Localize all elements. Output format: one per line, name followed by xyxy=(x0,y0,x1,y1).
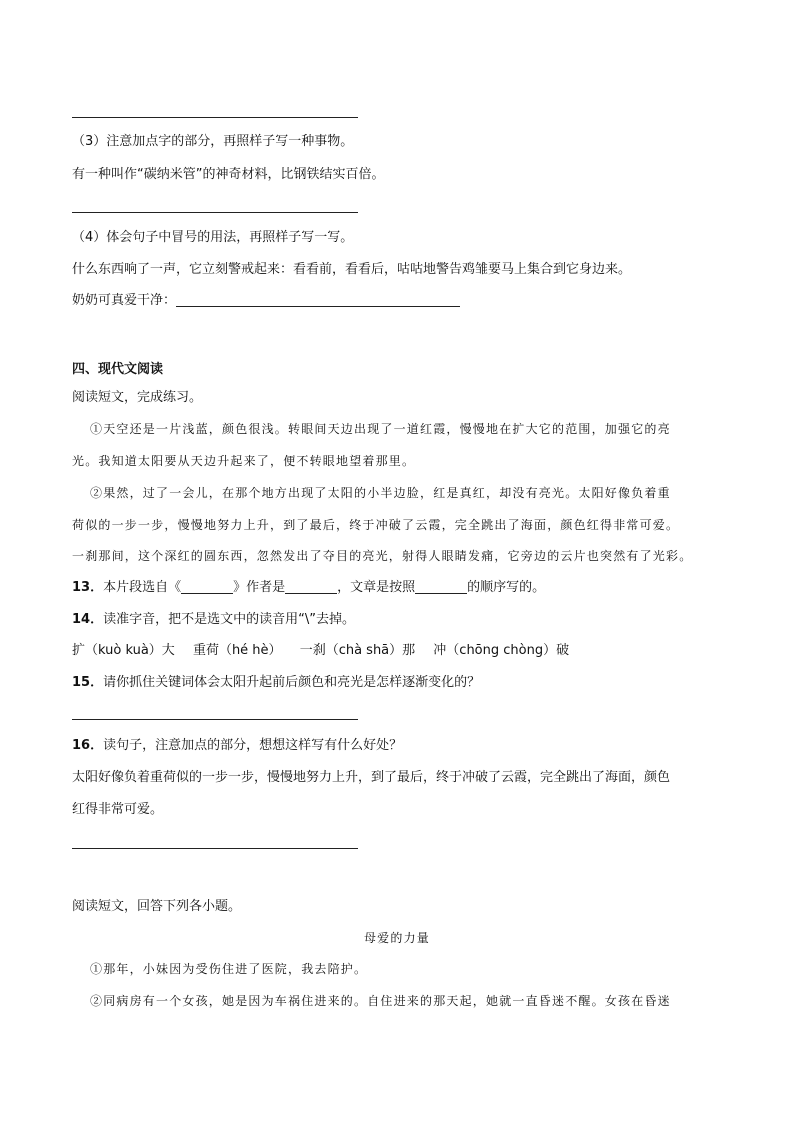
q4-fill-prefix: 奶奶可真爱干净： xyxy=(72,293,177,308)
answer-line-q2[interactable] xyxy=(72,117,358,118)
q16-quote-line2: 红得非常可爱。 xyxy=(72,802,164,817)
question-15 xyxy=(72,674,480,692)
pinyin-item-3[interactable]: 一刹（chà shā）那 xyxy=(299,643,416,658)
question-13 xyxy=(72,579,545,597)
passage2-para2: ②同病房有一个女孩，她是因为车祸住进来的。自住进来的那天起，她就一直昏迷不醒。女孩在昏迷 xyxy=(90,994,671,1008)
passage-para1-line2: 光。我知道太阳要从天边升起来了，便不转眼地望着那里。 xyxy=(72,454,416,468)
q15-number: 15． xyxy=(72,675,104,690)
passage2-instruction: 阅读短文，回答下列各小题。 xyxy=(72,899,242,914)
pinyin-item-2[interactable]: 重荷（hé hè） xyxy=(192,643,282,658)
q13-text-4: 的顺序写的。 xyxy=(467,580,546,595)
passage2-para1: ①那年，小妹因为受伤住进了医院，我去陪护。 xyxy=(90,962,368,976)
passage-para2-line1: ②果然，过了一会儿，在那个地方出现了太阳的小半边脸，红是真红，却没有亮光。太阳好像负着重 xyxy=(90,486,671,500)
q4-fill xyxy=(72,292,460,310)
question-16 xyxy=(72,737,402,755)
answer-blank-q13-author[interactable] xyxy=(285,579,337,594)
q3-example: 有一种叫作“碳纳米管”的神奇材料，比钢铁结实百倍。 xyxy=(72,167,385,182)
question-14 xyxy=(72,611,355,629)
q4-example: 什么东西响了一声，它立刻警戒起来：看看前，看看后，咕咕地警告鸡雏要马上集合到它身边来。 xyxy=(72,262,632,277)
q16-text: 读句子，注意加点的部分，想想这样写有什么好处？ xyxy=(103,738,403,753)
q13-text-2: 》作者是 xyxy=(233,580,286,595)
pinyin-item-1[interactable]: 扩（kuò kuà）大 xyxy=(72,643,175,658)
q4-prompt: （4）体会句子中冒号的用法，再照样子写一写。 xyxy=(72,230,354,245)
q15-text: 请你抓住关键词体会太阳升起前后颜色和亮光是怎样逐渐变化的？ xyxy=(103,675,481,690)
answer-line-q3[interactable] xyxy=(72,212,358,213)
section-instruction: 阅读短文，完成练习。 xyxy=(72,390,203,405)
section-heading: 四、现代文阅读 xyxy=(72,362,164,377)
answer-blank-q13-source[interactable] xyxy=(181,579,233,594)
q14-text: 读准字音，把不是选文中的读音用“\”去掉。 xyxy=(103,612,355,627)
q13-number: 13． xyxy=(72,580,104,595)
q13-text-3: ，文章是按照 xyxy=(337,580,416,595)
q13-text-1: 本片段选自《 xyxy=(103,580,182,595)
answer-line-q15[interactable] xyxy=(72,719,358,720)
q16-number: 16． xyxy=(72,738,104,753)
passage-para1-line1: ①天空还是一片浅蓝，颜色很浅。转眼间天边出现了一道红霞，慢慢地在扩大它的范围，加强它的亮 xyxy=(90,422,671,436)
answer-blank-q4[interactable] xyxy=(176,292,460,307)
passage2-title: 母爱的力量 xyxy=(363,931,430,945)
passage-para2-line2: 荷似的一步一步，慢慢地努力上升，到了最后，终于冲破了云霞，完全跳出了海面，颜色红得非常可爱。 xyxy=(72,518,680,532)
answer-line-q16[interactable] xyxy=(72,848,358,849)
q3-prompt: （3）注意加点字的部分，再照样子写一种事物。 xyxy=(72,134,354,149)
q14-pinyin-row xyxy=(72,642,569,660)
pinyin-item-4[interactable]: 冲（chōng chòng）破 xyxy=(433,643,570,658)
q14-number: 14． xyxy=(72,612,104,627)
q16-quote-line1: 太阳好像负着重荷似的一步一步，慢慢地努力上升，到了最后，终于冲破了云霞，完全跳出了海面，颜色 xyxy=(72,770,671,785)
answer-blank-q13-order[interactable] xyxy=(415,579,467,594)
passage-para2-line3: 一刹那间，这个深红的圆东西，忽然发出了夺目的亮光，射得人眼睛发痛，它旁边的云片也突然有了光彩。 xyxy=(72,549,693,563)
